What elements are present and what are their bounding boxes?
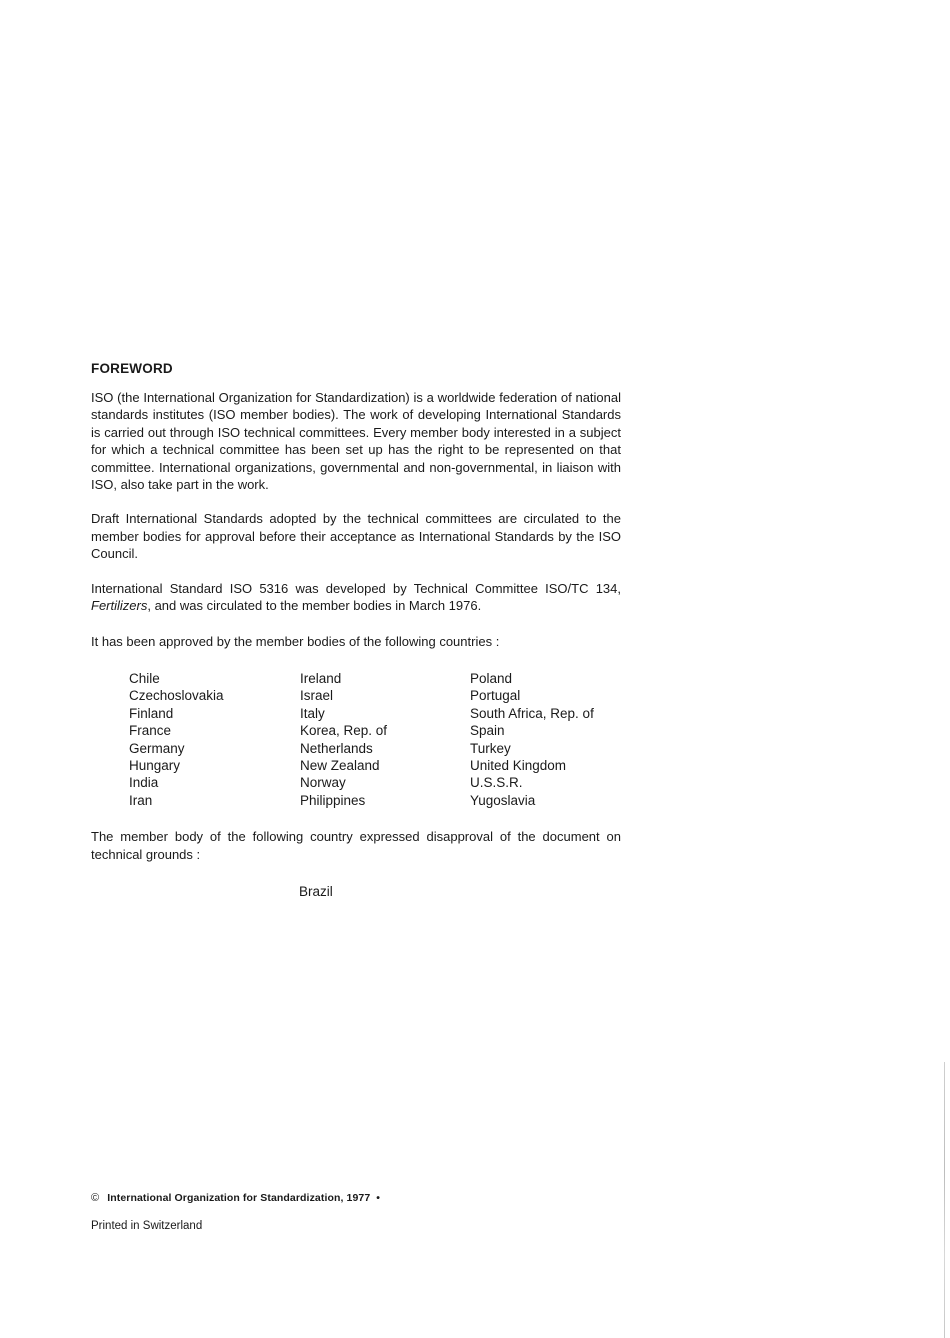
country-name: South Africa, Rep. of bbox=[470, 705, 594, 721]
country-name: Turkey bbox=[470, 740, 511, 756]
country-name: Korea, Rep. of bbox=[300, 723, 388, 739]
country-name: Portugal bbox=[470, 688, 521, 704]
printed-location: Printed in Switzerland bbox=[91, 1220, 203, 1232]
country-name: Israel bbox=[300, 688, 334, 704]
country-name: Philippines bbox=[300, 792, 366, 808]
countries-column-2 bbox=[300, 670, 470, 809]
countries-column-1 bbox=[129, 670, 300, 809]
copyright-text: International Organization for Standardization, 1977 bbox=[107, 1192, 371, 1204]
foreword-heading: FOREWORD bbox=[91, 361, 173, 376]
country-name: India bbox=[129, 775, 159, 791]
country-name: United Kingdom bbox=[470, 757, 567, 773]
country-name: Spain bbox=[470, 723, 505, 739]
country-name: Iran bbox=[129, 792, 153, 808]
country-name: U.S.S.R. bbox=[470, 775, 523, 791]
paragraph-standard-development bbox=[91, 580, 621, 615]
disapproving-country: Brazil bbox=[299, 883, 333, 899]
country-name: Germany bbox=[129, 740, 185, 756]
country-name: Ireland bbox=[300, 670, 342, 686]
country-name: Czechoslovakia bbox=[129, 688, 224, 704]
country-name: Chile bbox=[129, 670, 160, 686]
paragraph-standard-text-start: International Standard ISO 5316 was developed by Technical Committee ISO/TC 134, bbox=[91, 580, 621, 596]
country-name: Yugoslavia bbox=[470, 792, 536, 808]
paragraph-disapproval-intro: The member body of the following country expressed disapproval of the document on technical grounds : bbox=[91, 829, 621, 862]
country-name: Poland bbox=[470, 670, 513, 686]
country-name: Netherlands bbox=[300, 740, 373, 756]
copyright-symbol: © bbox=[91, 1192, 100, 1204]
scan-edge-mark bbox=[944, 1062, 945, 1338]
foreword-section bbox=[91, 360, 621, 900]
country-name: Finland bbox=[129, 705, 174, 721]
paragraph-standard-text-end: , and was circulated to the member bodies in March 1976. bbox=[147, 598, 482, 614]
approving-countries-list bbox=[129, 670, 649, 809]
bullet-mark: • bbox=[376, 1192, 381, 1204]
country-name: Italy bbox=[300, 705, 325, 721]
paragraph-draft-standards: Draft International Standards adopted by the technical committees are circulated to the member bodies for approval before their acceptance as International Standards by the ISO Council. bbox=[91, 511, 621, 562]
page-footer bbox=[91, 1191, 591, 1233]
country-name: Norway bbox=[300, 775, 346, 791]
paragraph-iso-description: ISO (the International Organization for Standardization) is a worldwide federation of national standards institutes (ISO member bodies). The work of developing International Standards is carried out through ISO technical committees. Every member body interested in a subject for which a technical committee has been set up has the right to be represented on that committee. International organizations, governmental and non-governmental, in liaison with ISO, also take part in the work. bbox=[91, 390, 621, 493]
committee-title-fertilizers: Fertilizers bbox=[91, 598, 148, 614]
paragraph-approval-intro: It has been approved by the member bodies of the following countries : bbox=[91, 634, 500, 650]
country-name: France bbox=[129, 723, 172, 739]
countries-column-3 bbox=[470, 670, 640, 809]
copyright-line bbox=[91, 1191, 591, 1205]
country-name: New Zealand bbox=[300, 757, 380, 773]
country-name: Hungary bbox=[129, 757, 181, 773]
